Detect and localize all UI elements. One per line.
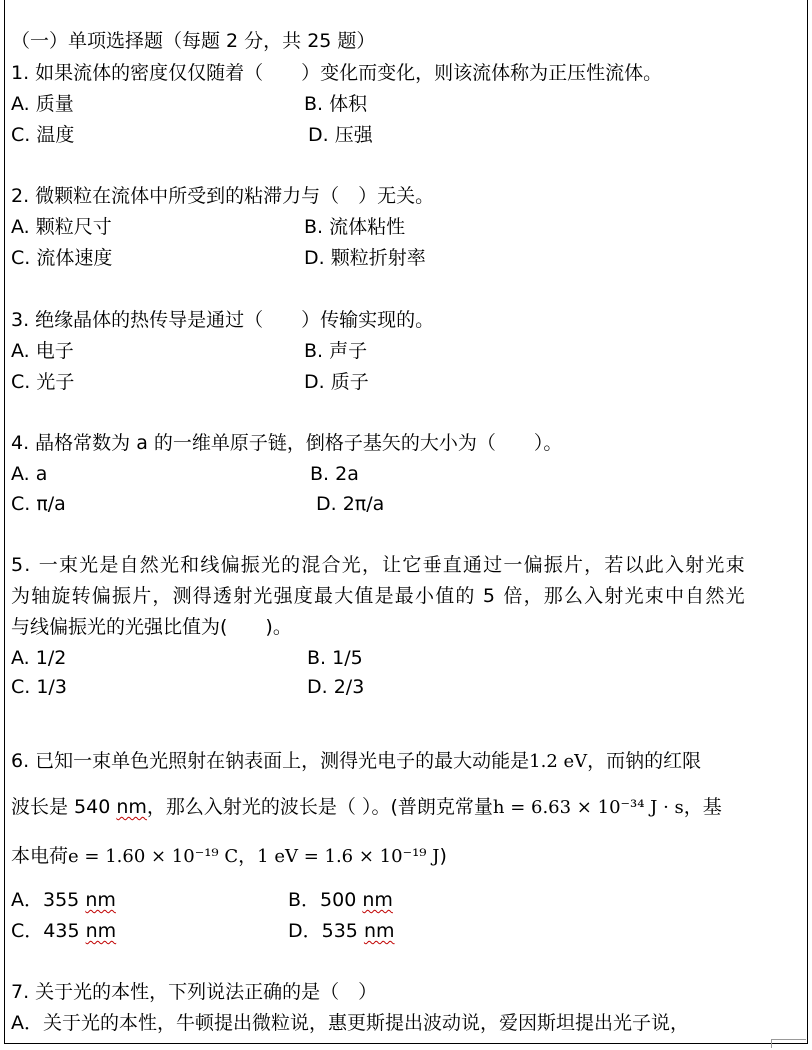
question-1-option-d: D. 压强	[308, 124, 373, 146]
question-6-stem-line-1	[11, 748, 701, 775]
question-4-stem: 4. 晶格常数为 a 的一维单原子链，倒格子基矢的大小为（ ）。	[11, 432, 563, 454]
question-6-elementary-charge: e = 1.60 × 10⁻¹⁹ C	[68, 846, 239, 867]
question-2-option-a: A. 颗粒尺寸	[11, 216, 112, 238]
question-6-text: 波长是 540	[11, 796, 117, 818]
question-7-stem: 7. 关于光的本性，下列说法正确的是（ ）	[11, 981, 378, 1003]
question-6-planck-constant: h = 6.63 × 10⁻³⁴ J · s	[492, 797, 684, 818]
question-6-stem-line-3	[11, 843, 447, 870]
question-6-text: ，那么入射光的波长是（ ）。(普朗克常量	[146, 796, 493, 818]
option-text: A．355	[11, 889, 86, 911]
question-6-option-b	[288, 887, 393, 913]
question-1-option-b: B. 体积	[304, 93, 368, 115]
question-1-option-a: A. 质量	[11, 93, 74, 115]
question-6-text: ，	[238, 845, 258, 867]
question-5-option-b: B. 1/5	[307, 647, 363, 669]
question-7-option-a: A．关于光的本性，牛顿提出微粒说，惠更斯提出波动说，爱因斯坦提出光子说，	[11, 1012, 689, 1034]
question-4-option-d: D. 2π/a	[316, 493, 385, 515]
question-5-option-c: C. 1/3	[11, 676, 67, 698]
question-6-text: ，基	[683, 796, 722, 818]
section-title: （一）单项选择题（每题 2 分，共 25 题）	[11, 30, 376, 52]
question-5-option-a: A. 1/2	[11, 647, 67, 669]
option-unit: nm	[85, 889, 116, 911]
option-unit: nm	[85, 920, 117, 942]
question-3-option-c: C. 光子	[11, 371, 75, 393]
page-corner-mark	[771, 1039, 806, 1048]
question-6-ev-conversion: 1 eV = 1.6 × 10⁻¹⁹ J	[257, 846, 440, 867]
question-6-unit: nm	[116, 796, 147, 818]
question-1-stem: 1. 如果流体的密度仅仅随着（ ）变化而变化，则该流体称为正压性流体。	[11, 62, 663, 84]
question-2-option-d: D. 颗粒折射率	[304, 247, 426, 269]
option-text: B．500	[288, 889, 363, 911]
question-2-stem: 2. 微颗粒在流体中所受到的粘滞力与（ ）无关。	[11, 185, 435, 207]
question-6-text: 6. 已知一束单色光照射在钠表面上，测得光电子的最大动能是	[11, 750, 530, 772]
question-6-kinetic-energy: 1.2 eV	[529, 751, 588, 772]
question-6-option-d	[288, 918, 395, 944]
option-text: D．535	[288, 920, 364, 942]
page-frame	[4, 0, 808, 1044]
option-unit: nm	[362, 889, 393, 911]
question-5-stem-line-3: 与线偏振光的光强比值为( )。	[11, 616, 292, 638]
question-4-option-a: A. a	[11, 463, 48, 485]
question-5-stem-line-2: 为轴旋转偏振片，测得透射光强度最大值是最小值的 5 倍，那么入射光束中自然光	[11, 585, 746, 607]
question-3-option-a: A. 电子	[11, 340, 74, 362]
question-6-text: )	[439, 845, 447, 867]
option-text: C．435	[11, 920, 86, 942]
question-3-option-d: D. 质子	[304, 371, 369, 393]
question-6-option-a	[11, 887, 116, 913]
question-4-option-b: B. 2a	[310, 463, 359, 485]
question-3-stem: 3. 绝缘晶体的热传导是通过（ ）传输实现的。	[11, 309, 435, 331]
question-6-text: 本电荷	[11, 845, 69, 867]
question-2-option-b: B. 流体粘性	[304, 216, 406, 238]
question-6-text: ，而钠的红限	[587, 750, 702, 772]
question-6-option-c	[11, 918, 116, 944]
question-5-option-d: D. 2/3	[307, 676, 365, 698]
question-3-option-b: B. 声子	[304, 340, 368, 362]
question-2-option-c: C. 流体速度	[11, 247, 113, 269]
question-1-option-c: C. 温度	[11, 124, 75, 146]
question-6-stem-line-2	[11, 794, 722, 821]
option-unit: nm	[363, 920, 395, 942]
question-4-option-c: C. π/a	[11, 493, 66, 515]
question-5-stem-line-1: 5. 一束光是自然光和线偏振光的混合光，让它垂直通过一偏振片，若以此入射光束	[11, 554, 746, 576]
